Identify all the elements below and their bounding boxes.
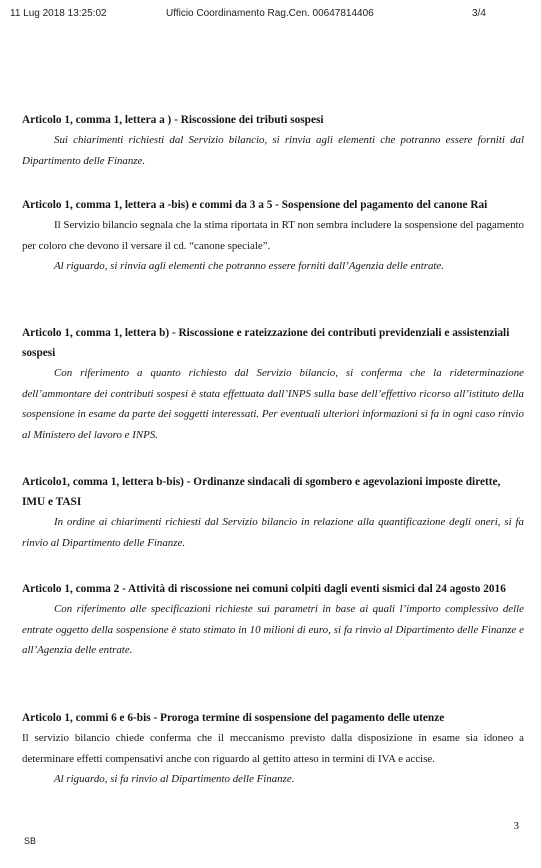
section-riscossione-comuni [22,579,524,661]
section-paragraph: Con riferimento a quanto richiesto dal Servizio bilancio, si conferma che la rideterminazione dell’ammontare dei contributi sospesi è stata effettuata dall’INPS sulla base dell’effettivo ricorso all’istituto della sospensione in esame da parte dei soggetti interessati. Per eventuali ulteriori informazioni si fa in ogni caso rinvio al Ministero del lavoro e INPS. [22,367,524,441]
section-ordinanze-sgombero [22,472,524,553]
section-canone-rai [22,195,524,277]
fax-date: 11 Lug 2018 13:25:02 [10,8,107,19]
section-heading: Articolo 1, comma 1, lettera b) - Riscossione e rateizzazione dei contributi previdenziali e assistenziali sospesi [22,327,510,359]
section-heading: Articolo1, comma 1, lettera b-bis) - Ordinanze sindacali di sgombero e agevolazioni imposte dirette, IMU e TASI [22,476,501,508]
fax-header [0,8,541,22]
section-heading: Articolo 1, comma 1, lettera a ) - Riscossione dei tributi sospesi [22,114,324,126]
page-number: 3 [513,820,519,832]
footer-mark: SB [24,836,37,846]
section-paragraph: Sui chiarimenti richiesti dal Servizio bilancio, si rinvia agli elementi che potranno essere forniti dal Dipartimento delle Finanze. [22,134,524,167]
section-heading: Articolo 1, comma 1, lettera a -bis) e commi da 3 a 5 - Sospensione del pagamento del canone Rai [22,199,488,211]
section-paragraph: Il servizio bilancio chiede conferma che il meccanismo previsto dalla disposizione in esame sia idoneo a determinare effetti compensativi anche con riguardo al gettito atteso in termini di IVA e accise. [22,732,524,765]
section-paragraph: Il Servizio bilancio segnala che la stima riportata in RT non sembra includere la sospensione del pagamento per coloro che devono il versare il cd. “canone speciale”. [22,219,524,252]
section-contributi-previdenziali [22,323,524,445]
fax-sender: Ufficio Coordinamento Rag.Cen. 00647814406 [166,8,374,19]
section-heading: Articolo 1, comma 2 - Attività di riscossione nei comuni colpiti dagli eventi sismici dal 24 agosto 2016 [22,583,506,595]
section-proroga-utenze [22,708,524,790]
section-paragraph: In ordine ai chiarimenti richiesti dal Servizio bilancio in relazione alla quantificazione degli oneri, si fa rinvio al Dipartimento delle Finanze. [22,516,524,549]
section-heading: Articolo 1, commi 6 e 6-bis - Proroga termine di sospensione del pagamento delle utenze [22,712,445,724]
section-paragraph: Al riguardo, si fa rinvio al Dipartimento delle Finanze. [54,773,295,785]
section-paragraph: Con riferimento alle specificazioni richieste sui parametri in base ai quali l’importo complessivo delle entrate oggetto della sospensione è stato stimato in 10 milioni di euro, si fa rinvio al Dipartimento delle Finanze e all’Agenzia delle entrate. [22,603,524,656]
fax-page-count: 3/4 [472,8,486,19]
section-paragraph: Al riguardo, si rinvia agli elementi che potranno essere forniti dall’Agenzia delle entrate. [54,260,444,272]
section-riscossione-tributi [22,110,524,171]
